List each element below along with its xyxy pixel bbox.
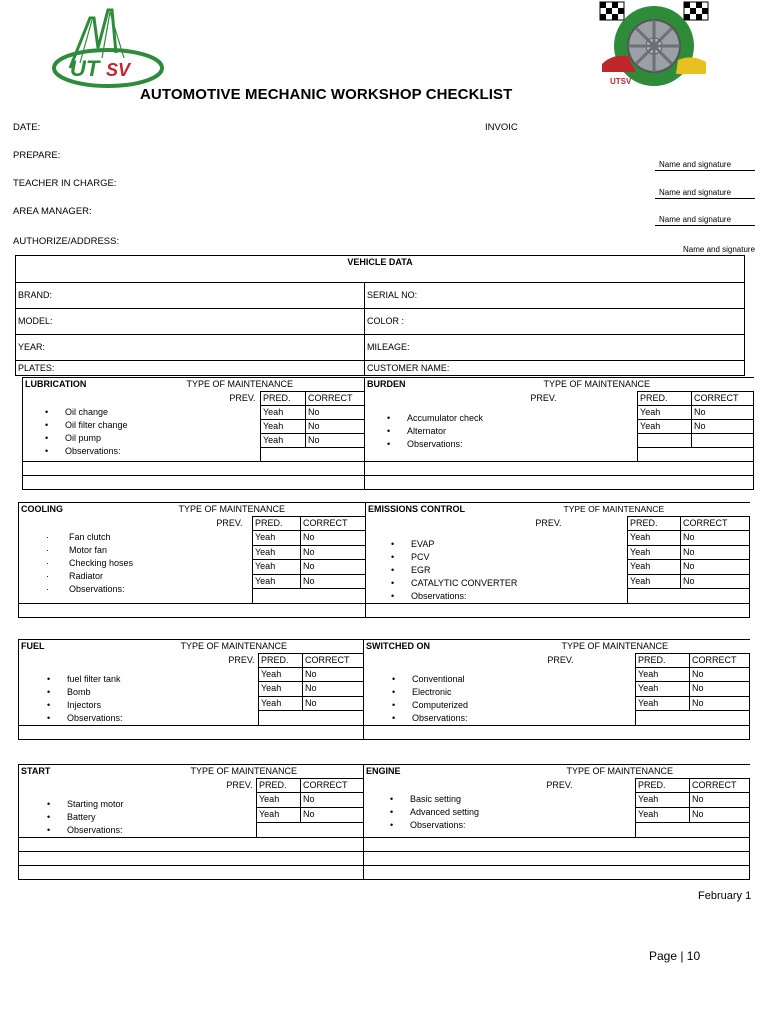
checklist-item: • fuel filter tank — [47, 673, 121, 684]
yeah-option[interactable]: Yeah — [636, 793, 690, 808]
prev-label: PREV. — [23, 392, 259, 406]
yeah-option[interactable]: Yeah — [636, 807, 690, 822]
correct-label: CORRECT — [690, 654, 750, 668]
pred-label: PRED. — [636, 779, 690, 793]
pred-label: PRED. — [636, 654, 690, 668]
yeah-option[interactable]: Yeah — [638, 406, 692, 420]
pred-label: PRED. — [253, 517, 301, 531]
no-option[interactable]: No — [306, 406, 365, 420]
signature-caption: Name and signature — [659, 215, 732, 224]
no-option[interactable]: No — [301, 807, 364, 822]
checklist-item: • Conventional — [392, 673, 465, 684]
start-engine-table — [18, 764, 750, 880]
prev-label: PREV. — [364, 779, 573, 793]
lubrication-burden-table — [22, 377, 754, 490]
type-of-maintenance-label: TYPE OF MAINTENANCE — [257, 640, 364, 654]
prev-label: PREV. — [19, 517, 251, 531]
prev-label: PREV. — [365, 392, 560, 406]
no-option[interactable]: No — [303, 682, 364, 696]
svg-text:UTSV: UTSV — [610, 77, 632, 86]
type-of-maintenance-label: TYPE OF MAINTENANCE — [251, 503, 366, 517]
no-option[interactable]: No — [301, 531, 366, 546]
yeah-option[interactable]: Yeah — [253, 531, 301, 546]
yeah-option[interactable]: Yeah — [628, 574, 681, 589]
yeah-option[interactable]: Yeah — [261, 406, 306, 420]
mecanica-automotriz-logo — [598, 0, 710, 92]
no-option[interactable]: No — [681, 545, 750, 560]
checklist-item: · Checking hoses — [46, 557, 134, 568]
signature-line — [655, 170, 755, 171]
page-number: Page | 10 — [649, 949, 701, 963]
checklist-item: · Motor fan — [46, 544, 108, 555]
type-of-maintenance-label: TYPE OF MAINTENANCE — [255, 765, 364, 779]
checklist-item: • Observations: — [47, 824, 123, 835]
plates-field[interactable]: PLATES: — [16, 361, 365, 376]
section-title-switched-on: SWITCHED ON — [364, 640, 574, 654]
checklist-item: • Bomb — [47, 686, 91, 697]
correct-label: CORRECT — [306, 392, 365, 406]
signature-caption: Name and signature — [683, 245, 756, 254]
no-option[interactable]: No — [681, 531, 750, 546]
section-title-engine: ENGINE — [364, 765, 573, 779]
checklist-item: • Accumulator check — [387, 412, 484, 423]
area-manager-label: AREA MANAGER: — [13, 206, 92, 217]
checklist-item: • CATALYTIC CONVERTER — [391, 577, 518, 588]
no-option[interactable]: No — [301, 574, 366, 589]
year-field[interactable]: YEAR: — [16, 335, 365, 361]
checklist-item: • PCV — [391, 551, 430, 562]
yeah-option[interactable]: Yeah — [628, 531, 681, 546]
checklist-item: • Battery — [47, 811, 96, 822]
correct-label: CORRECT — [690, 779, 750, 793]
page-title: AUTOMOTIVE MECHANIC WORKSHOP CHECKLIST — [140, 86, 513, 103]
checklist-item: • Oil filter change — [45, 419, 128, 430]
yeah-option[interactable]: Yeah — [636, 682, 690, 696]
checklist-item: • EVAP — [391, 538, 435, 549]
fuel-switched-table — [18, 639, 750, 740]
no-option[interactable]: No — [301, 545, 366, 560]
pred-label: PRED. — [261, 392, 306, 406]
checklist-item: • Advanced setting — [390, 806, 480, 817]
pred-label: PRED. — [257, 779, 301, 793]
pred-label: PRED. — [259, 654, 303, 668]
cooling-emissions-table — [18, 502, 750, 618]
section-title-start: START — [19, 765, 255, 779]
yeah-option[interactable]: Yeah — [636, 696, 690, 710]
correct-label: CORRECT — [301, 517, 366, 531]
checklist-item: • Oil pump — [45, 432, 102, 443]
customer-name-field[interactable]: CUSTOMER NAME: — [365, 361, 745, 376]
signature-line — [655, 198, 755, 199]
mileage-field[interactable]: MILEAGE: — [365, 335, 745, 361]
no-option[interactable]: No — [692, 420, 754, 434]
checklist-item: • Electronic — [392, 686, 452, 697]
signature-line — [655, 225, 755, 226]
prev-label: PREV. — [364, 654, 574, 668]
checklist-item: • Observations: — [45, 445, 121, 456]
section-title-burden: BURDEN — [365, 378, 560, 392]
checklist-item: • Starting motor — [47, 798, 124, 809]
date-label: DATE: — [13, 122, 41, 133]
yeah-option[interactable]: Yeah — [261, 420, 306, 434]
yeah-option[interactable]: Yeah — [257, 793, 301, 808]
correct-label: CORRECT — [303, 654, 364, 668]
no-option[interactable]: No — [303, 668, 364, 682]
type-of-maintenance-label: TYPE OF MAINTENANCE — [560, 378, 754, 392]
vehicle-data-table — [15, 255, 745, 376]
checklist-item: · Fan clutch — [46, 531, 111, 542]
yeah-option[interactable]: Yeah — [259, 682, 303, 696]
no-option[interactable]: No — [690, 668, 750, 682]
signature-caption: Name and signature — [659, 160, 732, 169]
no-option[interactable]: No — [306, 420, 365, 434]
section-title-cooling: COOLING — [19, 503, 251, 517]
checklist-item: • Observations: — [391, 590, 467, 601]
correct-label: CORRECT — [301, 779, 364, 793]
checklist-item: • Oil change — [45, 406, 109, 417]
section-title-fuel: FUEL — [19, 640, 257, 654]
pred-label: PRED. — [628, 517, 681, 531]
pred-label: PRED. — [638, 392, 692, 406]
no-option[interactable]: No — [306, 434, 365, 448]
checklist-item: • EGR — [391, 564, 431, 575]
checklist-item: • Observations: — [392, 712, 468, 723]
type-of-maintenance-label: TYPE OF MAINTENANCE — [573, 765, 750, 779]
no-option[interactable]: No — [692, 406, 754, 420]
no-option[interactable]: No — [681, 560, 750, 575]
no-option[interactable]: No — [303, 696, 364, 710]
brand-field[interactable]: BRAND: — [16, 283, 365, 309]
authorize-label: AUTHORIZE/ADDRESS: — [13, 236, 120, 247]
checklist-item: • Observations: — [47, 712, 123, 723]
type-of-maintenance-label: TYPE OF MAINTENANCE — [562, 503, 750, 517]
checklist-item: • Computerized — [392, 699, 469, 710]
correct-label: CORRECT — [681, 517, 750, 531]
no-option[interactable]: No — [681, 574, 750, 589]
correct-label: CORRECT — [692, 392, 754, 406]
yeah-option[interactable]: Yeah — [257, 807, 301, 822]
yeah-option[interactable]: Yeah — [253, 545, 301, 560]
checklist-item: · Radiator — [46, 570, 104, 581]
yeah-option[interactable]: Yeah — [628, 545, 681, 560]
checklist-item: • Observations: — [390, 819, 466, 830]
no-option[interactable]: No — [690, 807, 750, 822]
no-option[interactable]: No — [690, 793, 750, 808]
prev-label: PREV. — [366, 517, 562, 531]
checklist-item: • Injectors — [47, 699, 102, 710]
no-option[interactable]: No — [301, 560, 366, 575]
yeah-option[interactable]: Yeah — [253, 560, 301, 575]
no-option[interactable]: No — [690, 696, 750, 710]
yeah-option[interactable]: Yeah — [636, 668, 690, 682]
invoice-label: INVOIC — [485, 122, 518, 133]
footer-date: February 1 — [698, 890, 752, 902]
vehicle-data-heading: VEHICLE DATA — [16, 256, 745, 283]
serial-field[interactable]: SERIAL NO: — [365, 283, 745, 309]
yeah-option[interactable]: Yeah — [638, 420, 692, 434]
utsv-logo-sv: SV — [106, 60, 131, 80]
yeah-option[interactable]: Yeah — [253, 574, 301, 589]
teacher-label: TEACHER IN CHARGE: — [13, 178, 117, 189]
type-of-maintenance-label: TYPE OF MAINTENANCE — [259, 378, 365, 392]
section-title-emissions: EMISSIONS CONTROL — [366, 503, 562, 517]
yeah-option[interactable]: Yeah — [259, 696, 303, 710]
no-option[interactable]: No — [690, 682, 750, 696]
yeah-option[interactable]: Yeah — [628, 560, 681, 575]
utsv-logo — [50, 8, 166, 90]
section-title-lubrication: LUBRICATION — [23, 378, 259, 392]
checklist-item: • Basic setting — [390, 793, 462, 804]
no-option[interactable]: No — [301, 793, 364, 808]
prev-label: PREV. — [19, 779, 255, 793]
prepare-label: PREPARE: — [13, 150, 61, 161]
utsv-logo-ut: UT — [70, 56, 100, 81]
checklist-item: • Observations: — [387, 438, 463, 449]
checklist-item: · Observations: — [46, 583, 125, 594]
signature-caption: Name and signature — [659, 188, 732, 197]
prev-label: PREV. — [19, 654, 257, 668]
type-of-maintenance-label: TYPE OF MAINTENANCE — [574, 640, 750, 654]
checklist-item: • Alternator — [387, 425, 447, 436]
yeah-option[interactable]: Yeah — [259, 668, 303, 682]
model-field[interactable]: MODEL: — [16, 309, 365, 335]
color-field[interactable]: COLOR : — [365, 309, 745, 335]
yeah-option[interactable]: Yeah — [261, 434, 306, 448]
